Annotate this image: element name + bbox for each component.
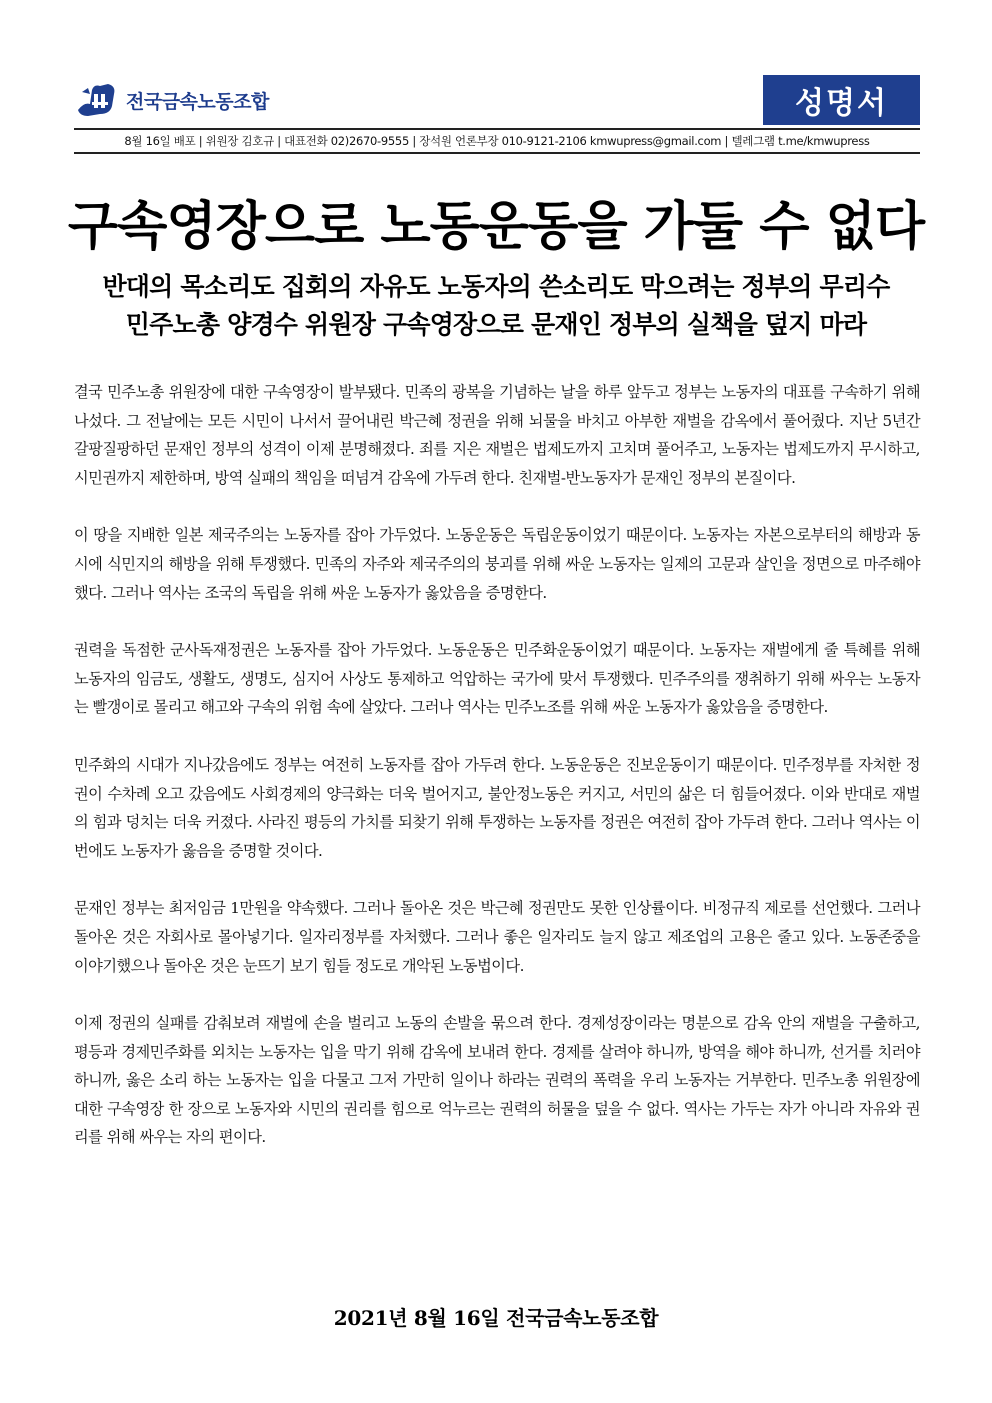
headline: 구속영장으로 노동운동을 가둘 수 없다 <box>67 197 925 257</box>
subtitle-1: 반대의 목소리도 집회의 자유도 노동자의 쓴소리도 막으려는 정부의 무리수 <box>102 272 890 301</box>
body-paragraph: 문재인 정부는 최저임금 1만원을 약속했다. 그러나 돌아온 것은 박근혜 정권만도 못한 인상률이다. 비정규직 제로를 선언했다. 그러나 돌아온 것은 자회사로 몰아넣기다. 일자리정부를 자처했다. 그러나 좋은 일자리도 늘지 않고 제조업의 고용은 줄고 있다. 노동존중을 이야기했으나 돌아온 것은 눈뜨기 보기 힘들 정도로 개악된 노동법이다. <box>74 899 920 975</box>
signoff: 2021년 8월 16일 전국금속노동조합 <box>333 1306 659 1330</box>
statement-body <box>74 378 920 1181</box>
body-paragraph: 결국 민주노총 위원장에 대한 구속영장이 발부됐다. 민족의 광복을 기념하는 날을 하루 앞두고 정부는 노동자의 대표를 구속하기 위해 나섰다. 그 전날에는 모든 시민이 나서서 끌어내린 박근혜 정권을 위해 뇌물을 바치고 아부한 재벌을 감옥에서 풀어줬다. 지난 5년간 갈팡질팡하던 문재인 정부의 성격이 이제 분명해졌다. 죄를 지은 재벌은 법제도까지 고치며 풀어주고, 노동자는 법제도까지 무시하고, 시민권까지 제한하며, 방역 실패의 책임을 떠넘겨 감옥에 가두려 한다. 친재벌-반노동자가 문재인 정부의 본질이다. <box>74 383 920 487</box>
body-paragraph: 권력을 독점한 군사독재정권은 노동자를 잡아 가두었다. 노동운동은 민주화운동이었기 때문이다. 노동자는 재벌에게 줄 특혜를 위해 노동자의 임금도, 생활도, 생명도, 심지어 사상도 통제하고 억압하는 국가에 맞서 투쟁했다. 민주주의를 쟁취하기 위해 싸우는 노동자는 빨갱이로 몰리고 해고와 구속의 위험 속에 살았다. 그러나 역사는 민주노조를 위해 싸운 노동자가 옳았음을 증명한다. <box>74 641 920 717</box>
body-paragraph: 이제 정권의 실패를 감춰보려 재벌에 손을 벌리고 노동의 손발을 묶으려 한다. 경제성장이라는 명분으로 감옥 안의 재벌을 구출하고, 평등과 경제민주화를 외치는 노동자는 입을 막기 위해 감옥에 보내려 한다. 경제를 살려야 하니까, 방역을 해야 하니까, 선거를 치러야 하니까, 옳은 소리 하는 노동자는 입을 다물고 그저 가만히 일이나 하라는 권력의 폭력을 우리 노동자는 거부한다. 민주노총 위원장에 대한 구속영장 한 장으로 노동자와 시민의 권리를 힘으로 억누르는 권력의 허물을 덮을 수 없다. 역사는 가두는 자가 아니라 자유와 권리를 위해 싸우는 자의 편이다. <box>74 1014 920 1147</box>
body-paragraph: 이 땅을 지배한 일본 제국주의는 노동자를 잡아 가두었다. 노동운동은 독립운동이었기 때문이다. 노동자는 자본으로부터의 해방과 동시에 식민지의 해방을 위해 투쟁했다. 민족의 자주와 제국주의의 붕괴를 위해 싸운 노동자는 일제의 고문과 살인을 정면으로 마주해야 했다. 그러나 역사는 조국의 독립을 위해 싸운 노동자가 옳았음을 증명한다. <box>74 526 920 602</box>
document-type-badge: 성명서 <box>763 75 920 125</box>
body-paragraph: 민주화의 시대가 지나갔음에도 정부는 여전히 노동자를 잡아 가두려 한다. 노동운동은 진보운동이기 때문이다. 민주정부를 자처한 정권이 수차례 오고 갔음에도 사회경제의 양극화는 더욱 벌어지고, 불안정노동은 커지고, 서민의 삶은 더 힘들어졌다. 이와 반대로 재벌의 힘과 덩치는 더욱 커졌다. 사라진 평등의 가치를 되찾기 위해 투쟁하는 노동자를 정권은 여전히 잡아 가두려 한다. 그러나 역사는 이번에도 노동자가 옳음을 증명할 것이다. <box>74 755 920 860</box>
union-logo-icon <box>74 80 120 120</box>
contact-info-bar: 8월 16일 배포 | 위원장 김호규 | 대표전화 02)2670-9555 | 장석원 언론부장 010-9121-2106 kmwupress@gmail.com | 텔레그램 t.me/kmwupress <box>74 128 920 154</box>
subtitle-2: 민주노총 양경수 위원장 구속영장으로 문재인 정부의 실책을 덮지 마라 <box>125 310 867 339</box>
union-logo <box>74 78 269 122</box>
union-name: 전국금속노동조합 <box>126 90 269 113</box>
